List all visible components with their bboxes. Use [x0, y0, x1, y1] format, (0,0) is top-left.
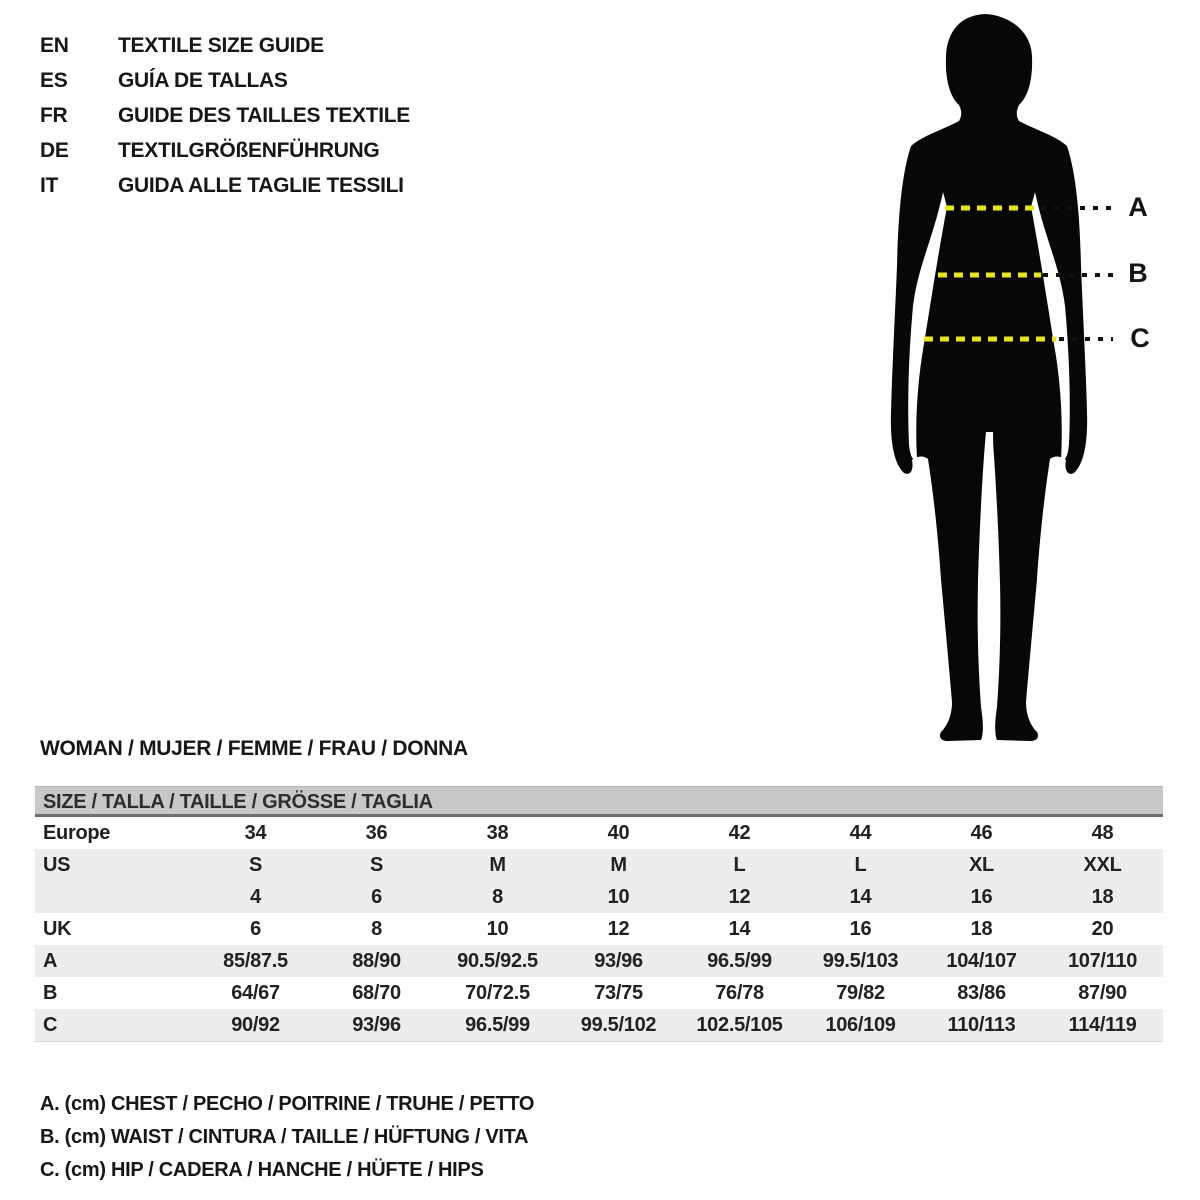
legend-line: C. (cm) HIP / CADERA / HANCHE / HÜFTE / HIPS	[40, 1159, 484, 1181]
table-cell: XL	[969, 853, 994, 876]
table-cell: 107/110	[1067, 949, 1138, 972]
table-cell: 83/86	[957, 981, 1006, 1004]
table-cell: 104/107	[946, 949, 1017, 972]
section-title-woman: WOMAN / MUJER / FEMME / FRAU / DONNA	[40, 737, 468, 760]
table-cell: 18	[970, 917, 993, 940]
table-cell: 6	[371, 885, 382, 908]
measurement-legend	[40, 1088, 534, 1187]
table-cell: 4	[250, 885, 261, 908]
table-cell: S	[369, 853, 384, 876]
table-cell: 85/87.5	[223, 949, 288, 972]
table-cell: 93/96	[594, 949, 643, 972]
table-cell: 70/72.5	[465, 981, 530, 1004]
table-row	[35, 817, 1163, 849]
table-cell: 99.5/102	[580, 1013, 657, 1036]
table-cell: 8	[492, 885, 503, 908]
table-row-label: US	[43, 853, 71, 876]
table-cell: 42	[728, 821, 751, 844]
language-title-list	[40, 28, 410, 203]
table-cell: 12	[607, 917, 630, 940]
table-cell: 68/70	[352, 981, 401, 1004]
table-row	[35, 913, 1163, 945]
table-cell: 36	[365, 821, 388, 844]
measurement-label-b: B	[1128, 258, 1148, 288]
measurement-label-c: C	[1130, 323, 1150, 353]
language-guide-title: GUÍA DE TALLAS	[118, 68, 288, 92]
table-cell: XXL	[1083, 853, 1122, 876]
table-cell: 12	[728, 885, 751, 908]
table-cell: 18	[1091, 885, 1114, 908]
table-cell: 6	[250, 917, 261, 940]
language-guide-title: GUIDA ALLE TAGLIE TESSILI	[118, 173, 404, 197]
table-cell: 96.5/99	[465, 1013, 530, 1036]
table-cell: 96.5/99	[707, 949, 772, 972]
table-cell: 73/75	[594, 981, 643, 1004]
language-code: EN	[40, 33, 69, 57]
table-cell: 48	[1091, 821, 1114, 844]
legend-line: A. (cm) CHEST / PECHO / POITRINE / TRUHE / PETTO	[40, 1093, 535, 1115]
size-table	[35, 786, 1163, 1042]
language-guide-title: TEXTILE SIZE GUIDE	[118, 33, 324, 57]
table-cell: 10	[486, 917, 509, 940]
table-row-label: C	[43, 1013, 58, 1036]
table-cell: 99.5/103	[822, 949, 899, 972]
table-cell: S	[248, 853, 263, 876]
table-row-label: A	[43, 949, 58, 972]
table-cell: 106/109	[825, 1013, 896, 1036]
table-cell: 64/67	[231, 981, 280, 1004]
table-row-label: Europe	[43, 821, 111, 844]
language-row	[40, 168, 410, 203]
size-table-body	[35, 817, 1163, 1041]
table-row	[35, 881, 1163, 913]
table-cell: 90.5/92.5	[457, 949, 538, 972]
table-cell: 16	[849, 917, 872, 940]
table-cell: 102.5/105	[696, 1013, 783, 1036]
table-cell: 10	[607, 885, 630, 908]
table-cell: 14	[849, 885, 872, 908]
table-cell: 40	[607, 821, 630, 844]
table-cell: 110/113	[947, 1013, 1016, 1036]
table-cell: 79/82	[836, 981, 885, 1004]
table-row-label: UK	[43, 917, 72, 940]
table-cell: L	[733, 853, 746, 876]
table-row	[35, 1009, 1163, 1041]
language-row	[40, 98, 410, 133]
table-cell: 87/90	[1078, 981, 1127, 1004]
table-cell: 90/92	[231, 1013, 280, 1036]
language-row	[40, 63, 410, 98]
table-cell: 114/119	[1068, 1013, 1137, 1036]
language-guide-title: GUIDE DES TAILLES TEXTILE	[118, 103, 410, 127]
table-cell: 44	[849, 821, 872, 844]
table-cell: 38	[486, 821, 509, 844]
table-cell: 46	[970, 821, 993, 844]
language-row	[40, 133, 410, 168]
table-cell: 14	[728, 917, 751, 940]
size-table-header: SIZE / TALLA / TAILLE / GRÖSSE / TAGLIA	[35, 786, 1163, 817]
woman-silhouette	[845, 4, 1195, 744]
table-cell: 16	[970, 885, 993, 908]
table-cell: 8	[371, 917, 382, 940]
language-code: ES	[40, 68, 68, 92]
language-code: FR	[40, 103, 68, 127]
language-row	[40, 28, 410, 63]
table-cell: 88/90	[352, 949, 401, 972]
table-cell: M	[489, 853, 506, 876]
table-row	[35, 977, 1163, 1009]
table-cell: 20	[1091, 917, 1114, 940]
table-cell: L	[854, 853, 867, 876]
legend-line: B. (cm) WAIST / CINTURA / TAILLE / HÜFTUNG / VITA	[40, 1126, 529, 1148]
table-cell: 76/78	[715, 981, 764, 1004]
table-cell: M	[610, 853, 627, 876]
language-code: IT	[40, 173, 59, 197]
measurement-figure	[845, 4, 1195, 744]
table-row	[35, 849, 1163, 881]
language-code: DE	[40, 138, 69, 162]
table-row-label: B	[43, 981, 58, 1004]
table-row	[35, 945, 1163, 977]
table-cell: 93/96	[352, 1013, 401, 1036]
measurement-label-a: A	[1128, 192, 1148, 222]
language-guide-title: TEXTILGRÖßENFÜHRUNG	[118, 138, 380, 162]
table-cell: 34	[244, 821, 267, 844]
